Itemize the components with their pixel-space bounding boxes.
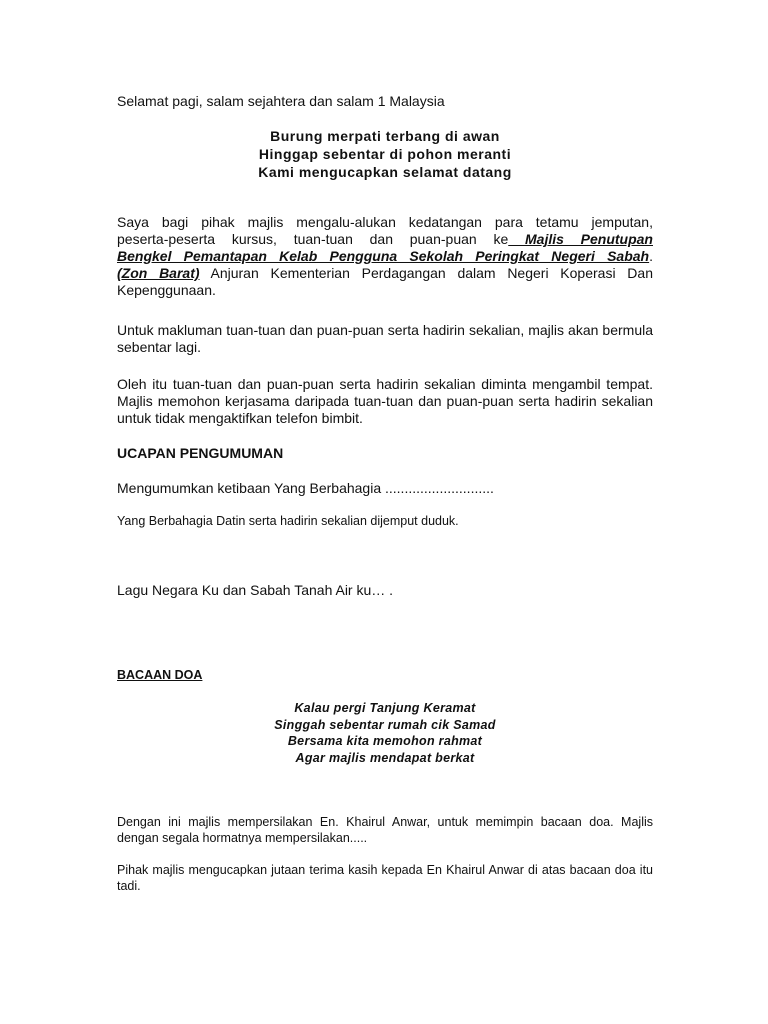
- heading-ucapan-pengumuman: UCAPAN PENGUMUMAN: [117, 445, 284, 461]
- welcome-line-1: Saya bagi pihak majlis mengalu-alukan kedatangan para tetamu jemputan,: [117, 214, 653, 230]
- welcome-pantun: [117, 127, 653, 181]
- pantun-line: Kalau pergi Tanjung Keramat: [294, 701, 476, 715]
- welcome-line-2: [117, 231, 653, 248]
- pantun-line: Singgah sebentar rumah cik Samad: [274, 717, 496, 732]
- pantun-line: Agar majlis mendapat berkat: [295, 750, 475, 765]
- invite-paragraph: Dengan ini majlis mempersilakan En. Khairul Anwar, untuk memimpin bacaan doa. Majlis dengan segala hormatnya mempersilakan.....: [117, 815, 653, 845]
- pantun-line: Bersama kita memohon rahmat: [287, 734, 483, 748]
- pantun-line: Hinggap sebentar di pohon meranti: [258, 146, 512, 162]
- welcome-paragraph: [117, 214, 653, 299]
- welcome-line-3-end: .: [649, 248, 653, 264]
- welcome-line-4: [117, 265, 653, 282]
- welcome-line-2-text: peserta-peserta kursus, tuan-tuan dan puan-puan ke: [117, 231, 509, 247]
- welcome-line-5: Kepenggunaan.: [117, 282, 216, 298]
- anthem-text: Lagu Negara Ku dan Sabah Tanah Air ku… .: [117, 582, 394, 598]
- welcome-line-3: [117, 248, 653, 265]
- event-name-part-1: Majlis Penutupan: [508, 231, 653, 247]
- announce-text: Mengumumkan ketibaan Yang Berbahagia ............................: [117, 480, 494, 496]
- thanks-paragraph: Pihak majlis mengucapkan jutaan terima kasih kepada En Khairul Anwar di atas bacaan doa itu tadi.: [117, 863, 653, 893]
- event-name-part-2: Bengkel Pemantapan Kelab Pengguna Sekolah Peringkat Negeri Sabah: [117, 248, 650, 264]
- greeting-text: Selamat pagi, salam sejahtera dan salam 1 Malaysia: [117, 93, 445, 109]
- info-paragraph: Untuk makluman tuan-tuan dan puan-puan serta hadirin sekalian, majlis akan bermula sebentar lagi.: [117, 322, 653, 355]
- event-zone: (Zon Barat): [117, 265, 200, 281]
- doa-pantun: [117, 700, 653, 766]
- phone-paragraph: Oleh itu tuan-tuan dan puan-puan serta hadirin sekalian diminta mengambil tempat. Majlis memohon kerjasama daripada tuan-tuan dan puan-puan serta hadirin sekalian untuk tidak mengaktifkan telefon bimbit.: [117, 376, 653, 426]
- pantun-line: Kami mengucapkan selamat datang: [258, 164, 512, 180]
- pantun-line: Burung merpati terbang di awan: [270, 128, 500, 144]
- heading-bacaan-doa: BACAAN DOA: [117, 668, 203, 682]
- welcome-line-4-text: Anjuran Kementerian Perdagangan dalam Negeri Koperasi Dan: [199, 265, 653, 281]
- datin-text: Yang Berbahagia Datin serta hadirin sekalian dijemput duduk.: [117, 514, 459, 528]
